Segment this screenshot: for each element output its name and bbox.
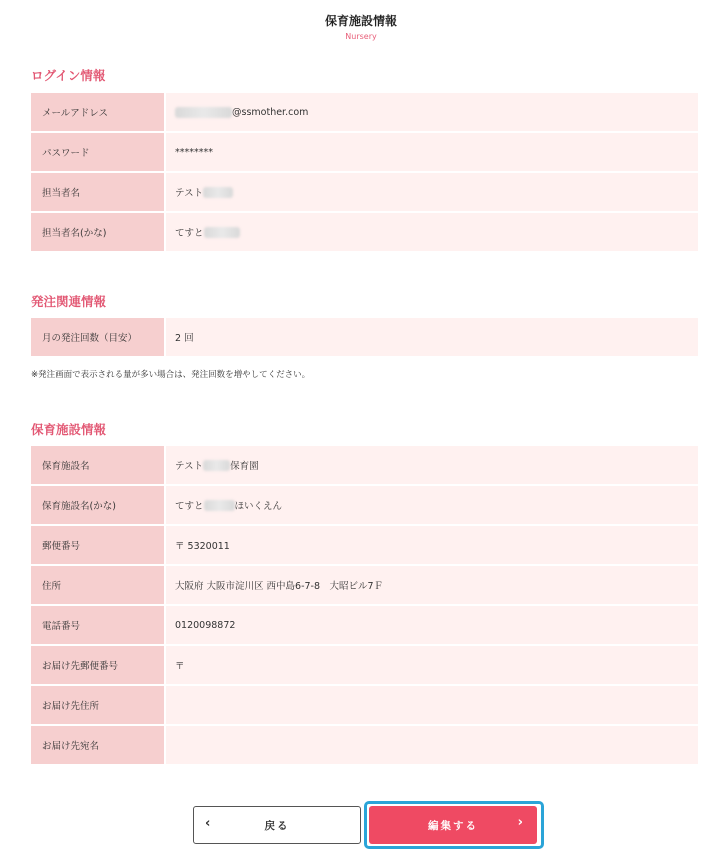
facility-name-suffix: 保育園 xyxy=(230,461,259,472)
row-label: 郵便番号 xyxy=(31,526,164,564)
row-value: 〒 5320011 xyxy=(166,526,698,564)
table-row xyxy=(31,213,698,251)
redacted-text xyxy=(204,500,235,511)
row-value: 0120098872 xyxy=(166,606,698,644)
table-row xyxy=(31,726,698,764)
row-label: 保育施設名 xyxy=(31,446,164,484)
row-label: お届け先住所 xyxy=(31,686,164,724)
table-row xyxy=(31,526,698,564)
row-value xyxy=(166,213,698,251)
row-label: 住所 xyxy=(31,566,164,604)
facility-kana-prefix: てすと xyxy=(175,501,204,512)
row-value xyxy=(166,686,698,724)
row-value xyxy=(166,173,698,211)
table-row xyxy=(31,133,698,171)
facility-kana-suffix: ほいくえん xyxy=(234,501,283,512)
table-row xyxy=(31,173,698,211)
row-value: ******** xyxy=(166,133,698,171)
section-title-facility: 保育施設情報 xyxy=(31,422,107,437)
table-row xyxy=(31,93,698,131)
order-table xyxy=(31,318,698,356)
page-header xyxy=(0,13,722,43)
person-name: テスト xyxy=(175,188,204,199)
row-value: 2 回 xyxy=(166,318,698,356)
edit-button[interactable] xyxy=(369,806,537,844)
table-row xyxy=(31,686,698,724)
table-row xyxy=(31,606,698,644)
row-value xyxy=(166,93,698,131)
row-value: 大阪府 大阪市淀川区 西中島6-7-8 大昭ビル7Ｆ xyxy=(166,566,698,604)
back-button[interactable] xyxy=(193,806,361,844)
chevron-right-icon: › xyxy=(517,815,523,830)
row-label: パスワード xyxy=(31,133,164,171)
table-row xyxy=(31,566,698,604)
table-row xyxy=(31,486,698,524)
order-note: ※発注画面で表示される量が多い場合は、発注回数を増やしてください。 xyxy=(31,370,311,380)
table-row xyxy=(31,318,698,356)
redacted-text xyxy=(203,187,233,198)
person-name-kana: てすと xyxy=(175,228,204,239)
facility-table xyxy=(31,446,698,764)
row-value: 〒 xyxy=(166,646,698,684)
row-label: お届け先郵便番号 xyxy=(31,646,164,684)
email-domain: @ssmother.com xyxy=(232,106,309,118)
page-subtitle: Nursery xyxy=(345,32,377,41)
redacted-text xyxy=(175,107,232,118)
row-label: 月の発注回数（目安） xyxy=(31,318,164,356)
row-label: 保育施設名(かな) xyxy=(31,486,164,524)
row-label: メールアドレス xyxy=(31,93,164,131)
row-label: 担当者名(かな) xyxy=(31,213,164,251)
row-label: お届け先宛名 xyxy=(31,726,164,764)
section-title-login: ログイン情報 xyxy=(31,68,106,83)
row-label: 担当者名 xyxy=(31,173,164,211)
row-value xyxy=(166,486,698,524)
login-table xyxy=(31,93,698,251)
table-row xyxy=(31,646,698,684)
edit-button-label: 編集する xyxy=(428,819,478,832)
facility-name-prefix: テスト xyxy=(175,461,204,472)
row-label: 電話番号 xyxy=(31,606,164,644)
row-value xyxy=(166,726,698,764)
back-button-label: 戻る xyxy=(264,819,290,832)
table-row xyxy=(31,446,698,484)
section-title-order: 発注関連情報 xyxy=(31,294,107,309)
redacted-text xyxy=(203,460,230,471)
row-value xyxy=(166,446,698,484)
page-title: 保育施設情報 xyxy=(324,14,397,28)
chevron-left-icon: ‹ xyxy=(205,816,211,831)
redacted-text xyxy=(204,227,240,238)
